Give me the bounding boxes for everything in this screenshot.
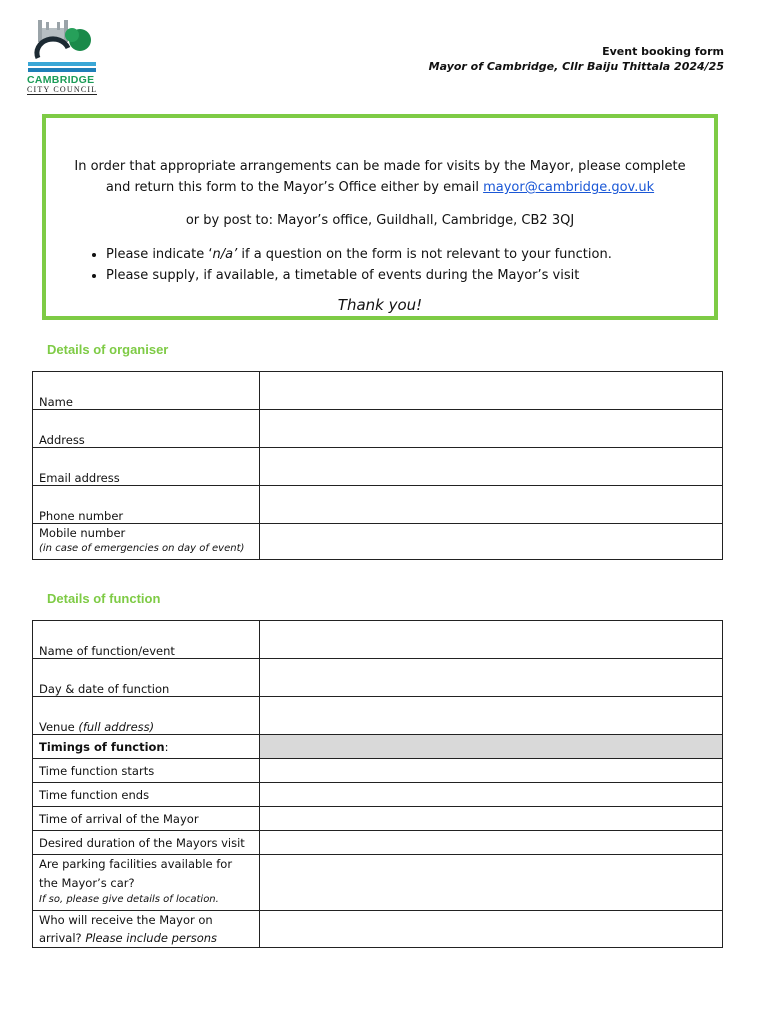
mayor-email-link[interactable]: mayor@cambridge.gov.uk <box>483 180 655 195</box>
venue-label: Venue (full address) <box>33 697 260 735</box>
phone-field[interactable] <box>260 486 723 524</box>
organiser-table <box>32 371 723 560</box>
event-date-label: Day & date of function <box>33 659 260 697</box>
mobile-label: Mobile number (in case of emergencies on day of event) <box>33 524 260 560</box>
function-table <box>32 620 723 948</box>
name-field[interactable] <box>260 372 723 410</box>
reception-label: Who will receive the Mayor on arrival? Please include persons <box>33 911 260 948</box>
event-name-field[interactable] <box>260 621 723 659</box>
duration-field[interactable] <box>260 831 723 855</box>
parking-label: Are parking facilities available for the Mayor’s car? If so, please give details of location. <box>33 855 260 911</box>
document-header <box>429 44 724 74</box>
address-label: Address <box>33 410 260 448</box>
venue-note: (full address) <box>78 720 155 734</box>
function-heading: Details of function <box>47 591 161 606</box>
event-name-label: Name of function/event <box>33 621 260 659</box>
list-item: • Please indicate ‘n/a’ if a question on the form is not relevant to your function. <box>106 244 612 265</box>
end-time-label: Time function ends <box>33 783 260 807</box>
end-time-field[interactable] <box>260 783 723 807</box>
arrival-time-field[interactable] <box>260 807 723 831</box>
logo-text-cambridge: CAMBRIDGE <box>27 74 95 86</box>
duration-label: Desired duration of the Mayors visit <box>33 831 260 855</box>
instructions-paragraph <box>62 156 698 198</box>
phone-label: Phone number <box>33 486 260 524</box>
table-row <box>33 621 723 659</box>
table-row <box>33 448 723 486</box>
table-row <box>33 783 723 807</box>
reception-note: Please include persons <box>85 931 218 945</box>
list-item: • Please supply, if available, a timetable of events during the Mayor’s visit <box>106 265 612 286</box>
email-field[interactable] <box>260 448 723 486</box>
reception-field[interactable] <box>260 911 723 948</box>
organiser-heading: Details of organiser <box>47 342 169 357</box>
instructions-box <box>42 114 718 320</box>
table-row <box>33 911 723 948</box>
table-row <box>33 831 723 855</box>
timings-label: Timings of function: <box>33 735 260 759</box>
table-row <box>33 735 723 759</box>
timings-shaded-cell <box>260 735 723 759</box>
parking-note: If so, please give details of location. <box>39 894 219 905</box>
instructions-list <box>82 244 612 286</box>
table-row <box>33 410 723 448</box>
address-field[interactable] <box>260 410 723 448</box>
cambridge-crest-icon <box>26 18 98 74</box>
email-label: Email address <box>33 448 260 486</box>
postal-address: or by post to: Mayor’s office, Guildhall, Cambridge, CB2 3QJ <box>185 213 575 228</box>
form-subtitle: Mayor of Cambridge, Cllr Baiju Thittala 2024/25 <box>428 60 724 73</box>
event-date-field[interactable] <box>260 659 723 697</box>
table-row <box>33 659 723 697</box>
arrival-time-label: Time of arrival of the Mayor <box>33 807 260 831</box>
parking-field[interactable] <box>260 855 723 911</box>
thank-you-text: Thank you! <box>337 296 423 314</box>
table-row <box>33 759 723 783</box>
table-row <box>33 486 723 524</box>
start-time-label: Time function starts <box>33 759 260 783</box>
instructions-text: In order that appropriate arrangements can be made for visits by the Mayor, please complete and return this form to the Mayor’s Office either by email <box>74 159 686 195</box>
table-row <box>33 372 723 410</box>
table-row <box>33 807 723 831</box>
table-row <box>33 855 723 911</box>
start-time-field[interactable] <box>260 759 723 783</box>
name-label: Name <box>33 372 260 410</box>
form-title: Event booking form <box>602 45 724 58</box>
table-row <box>33 697 723 735</box>
logo-text-council: CITY COUNCIL <box>27 85 98 94</box>
table-row <box>33 524 723 560</box>
mobile-field[interactable] <box>260 524 723 560</box>
venue-field[interactable] <box>260 697 723 735</box>
mobile-note: (in case of emergencies on day of event) <box>39 543 245 554</box>
